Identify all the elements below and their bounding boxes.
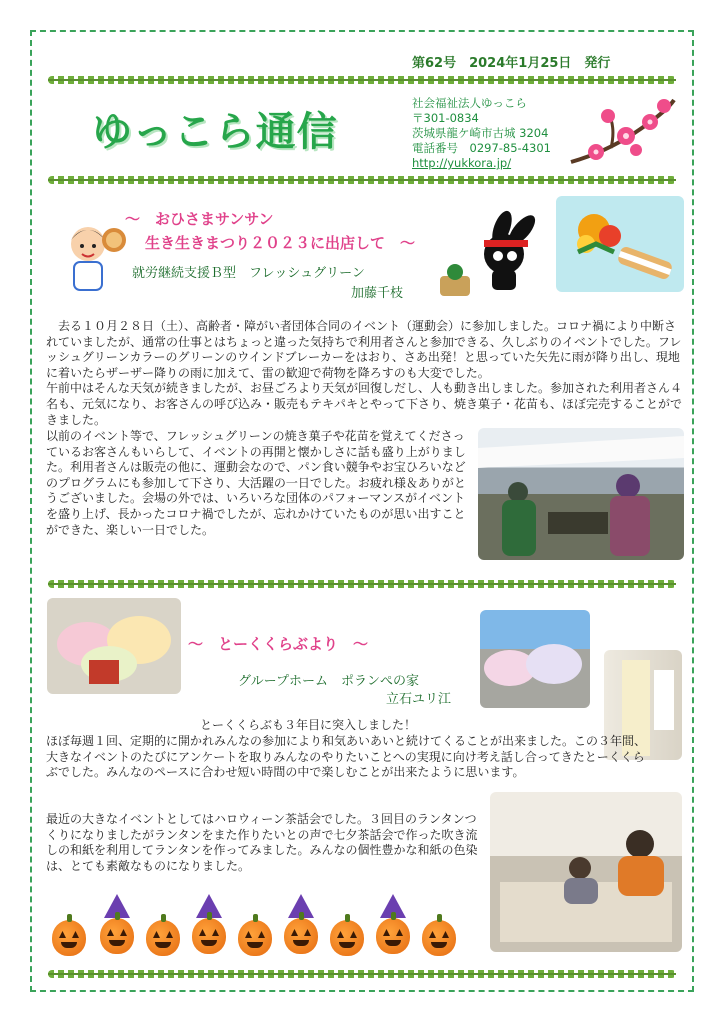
vine-divider	[48, 970, 676, 978]
newsletter-title: ゆっこら通信	[92, 109, 338, 155]
event-photo	[478, 428, 684, 560]
article1-paragraph: 以前のイベント等で、フレッシュグリーンの焼き菓子や花苗を覚えてくださっているお客さんもいらして、イベントの再開と懐かしさに話も盛り上がりました。利用者さんは販売の他に、運動会なので、パン食い競争やお宝ひろいなどのプログラムにも参加して下さり、大活躍の一日でした。お疲れ様＆ありがとうございました。会場の外では、いろいろな団体のパフォーマンスがイベントを盛り上げ、長かったコロナ禍でしたが、忘れかけていたものが思い出すことができた、楽しい一日でした。	[46, 429, 466, 537]
vine-divider	[48, 580, 676, 588]
org-address: 茨城県龍ケ崎市古城 3204	[412, 126, 549, 140]
org-name: 社会福祉法人ゆっこら	[412, 96, 527, 110]
vine-divider	[48, 76, 676, 84]
article2-author: 立石ユリ江	[386, 692, 452, 707]
article1-body-top	[46, 319, 682, 428]
pumpkin-icon	[100, 918, 134, 954]
issue-line: 第62号 2024年1月25日 発行	[412, 56, 611, 71]
article1-paragraph: 去る１０月２８日（土）、高齢者・障がい者団体合同のイベント（運動会）に参加しました。コロナ禍により中断されていましたが、通常の仕事とはちょっと違った気持ちで利用者さんと参加できる、久しぶりのイベントでした。フレッシュグリーンカラーのグリーンのウインドブレーカーをはおり、さあ出発！と思っていた矢先に雨が降り出し、現地に着いたらザーザー降りの雨に加えて、雷の歓迎で荷物を降ろすのも大変でした。	[46, 319, 682, 380]
org-url[interactable]: http://yukkora.jp/	[412, 156, 512, 170]
article2-paragraph: ほぼ毎週１回、定期的に開かれみんなの参加により和気あいあいと続けてくることが出来ました。この３年間、大きなイベントのたびにアンケートを取りみんなのやりたいことへの実現に向け考え話し合ってきたとーくくらぶでした。みんなのペースに合わせ短い時間の中で楽しむことが出来たように思います。	[46, 734, 647, 780]
rabbit-mascot-icon	[436, 210, 542, 298]
pumpkin-icon	[422, 920, 456, 956]
boy-icon	[64, 218, 130, 294]
org-postal: 〒301-0834	[412, 111, 479, 125]
article2-paragraph: とーくくらぶも３年目に突入しました！	[200, 718, 417, 732]
article2-paragraph: 最近の大きなイベントとしてはハロウィーン茶話会でした。３回目のランタンつくりになりましたがランタンをまた作りたいとの声で七夕茶話会で作った吹き流しの和紙を利用してランタンを作ってみました。みんなの個性豊かな和紙の色染は、とても素敵なものになりました。	[46, 812, 478, 873]
laundry-photo	[480, 610, 590, 708]
workshop-photo	[490, 792, 682, 952]
flower-cake-icon	[556, 196, 684, 292]
article1-author: 加藤千枝	[351, 286, 404, 301]
article1-section: 就労継続支援Ｂ型 フレッシュグリーン	[132, 266, 365, 281]
article2-section: グループホーム ポランぺの家	[238, 674, 419, 689]
pumpkin-icon	[330, 920, 364, 956]
pumpkin-icon	[238, 920, 272, 956]
pumpkin-icon	[284, 918, 318, 954]
pumpkin-icon	[52, 920, 86, 956]
article1-paragraph: 午前中はそんな天気が続きましたが、お昼ごろより天気が回復しだし、人も動き出しました。参加された利用者さん４名も、元気になり、お客さんの呼び込み・販売もテキパキとやって下さり、焼き菓子・花苗も、ほぼ完売することができました。	[46, 381, 683, 427]
plum-blossom-icon	[566, 92, 678, 170]
pumpkin-icon	[192, 918, 226, 954]
article1-title-line2: 生き生きまつり２０２３に出店して ～	[145, 234, 416, 252]
org-phone: 電話番号 0297-85-4301	[412, 141, 551, 155]
article1-title-line1: ～ おひさまサンサン	[125, 210, 274, 228]
pumpkin-icon	[376, 918, 410, 954]
pumpkin-icon	[146, 920, 180, 956]
article1-title	[125, 207, 415, 255]
article2-title: ～ とーくくらぶより ～	[188, 635, 369, 653]
lantern-photo	[47, 598, 181, 694]
org-info	[412, 96, 551, 171]
vine-divider	[48, 176, 676, 184]
